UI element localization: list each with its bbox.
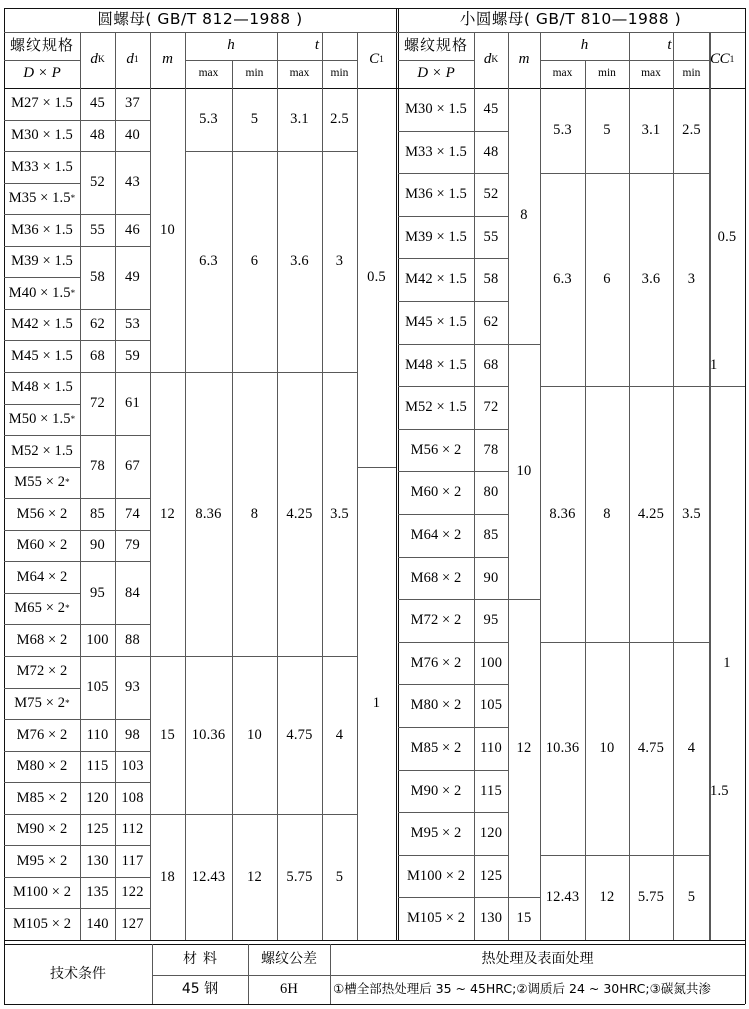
right-header-h-max: max (552, 67, 573, 80)
left-row-dk: 115 (86, 758, 109, 775)
left-header-spec-bottom: D × P (23, 65, 61, 82)
right-t-max-value: 3.6 (641, 271, 661, 288)
right-header-dk: d K (483, 51, 499, 68)
left-row-spec: M30 × 1.5 (11, 126, 73, 143)
left-row-spec: M39 × 1.5 (11, 253, 73, 270)
right-row-spec: M85 × 2 (410, 739, 462, 756)
left-row-dk: 110 (86, 726, 109, 743)
right-header-t-max: max (641, 67, 661, 80)
left-row-spec: M33 × 1.5 (11, 158, 73, 175)
right-row-spec: M60 × 2 (410, 484, 462, 501)
left-c1-value: 0.5 (367, 268, 386, 285)
left-m-value: 18 (160, 868, 175, 885)
right-row-dk: 105 (479, 697, 503, 714)
left-t-min-value: 2.5 (330, 111, 349, 128)
right-header-t-min: min (682, 67, 701, 80)
left-t-max-value: 5.75 (286, 868, 313, 885)
left-row-d1: 112 (121, 821, 144, 838)
left-row-d1: 117 (121, 852, 144, 869)
right-row-dk: 100 (479, 654, 503, 671)
right-header-c: C (710, 51, 721, 68)
left-row-dk: 125 (86, 821, 109, 838)
left-h-max-value: 6.3 (199, 253, 218, 270)
left-row-spec: M52 × 1.5 (11, 442, 73, 459)
left-row-d1: 53 (125, 316, 140, 333)
left-header-c1: C 1 (369, 51, 384, 68)
right-c1-value: 0.5 (717, 228, 737, 245)
table-rule (396, 940, 745, 941)
left-row-dk: 72 (90, 395, 105, 412)
left-row-d1: 40 (125, 126, 140, 143)
right-row-spec: M90 × 2 (410, 782, 462, 799)
right-header-m: m (518, 51, 530, 68)
right-header-h-min: min (598, 67, 616, 80)
left-row-spec: M50 × 1.5 * (8, 410, 76, 427)
left-row-spec: M36 × 1.5 (11, 221, 73, 238)
right-row-dk: 58 (483, 271, 499, 288)
right-row-dk: 130 (479, 910, 503, 927)
right-row-dk: 45 (483, 100, 499, 117)
right-row-dk: 48 (483, 143, 499, 160)
left-row-spec: M85 × 2 (16, 789, 68, 806)
left-row-d1: 59 (125, 347, 140, 364)
right-header-h: h (580, 37, 589, 54)
left-row-spec: M45 × 1.5 (11, 347, 73, 364)
left-row-dk: 120 (86, 789, 109, 806)
right-row-dk: 125 (479, 867, 503, 884)
left-row-spec: M68 × 2 (16, 631, 68, 648)
left-row-d1: 127 (121, 915, 144, 932)
right-row-spec: M80 × 2 (410, 697, 462, 714)
right-row-dk: 85 (483, 526, 499, 543)
left-header-m: m (162, 51, 173, 68)
right-row-dk: 68 (483, 356, 499, 373)
left-h-min-value: 10 (247, 726, 262, 743)
right-row-spec: M95 × 2 (410, 825, 462, 842)
right-header-t: t (667, 37, 672, 54)
right-m-value: 15 (516, 910, 532, 927)
left-row-spec: M35 × 1.5 * (8, 190, 76, 207)
right-c1-value: 1 (723, 654, 731, 671)
left-row-d1: 103 (121, 758, 144, 775)
left-row-dk: 48 (90, 126, 105, 143)
left-row-spec: M42 × 1.5 (11, 316, 73, 333)
left-t-max-value: 4.25 (286, 505, 313, 522)
right-h-max-value: 6.3 (553, 271, 572, 288)
left-h-min-value: 12 (247, 868, 262, 885)
right-h-min-value: 6 (603, 271, 611, 288)
left-t-max-value: 3.1 (290, 111, 309, 128)
footer-tolerance-header: 螺纹公差 (261, 951, 317, 968)
left-t-min-value: 5 (335, 868, 344, 885)
footer-treatment-header: 热处理及表面处理 (481, 951, 594, 968)
right-h-max-value: 12.43 (545, 889, 580, 906)
right-t-min-value: 3.5 (682, 505, 701, 522)
right-t-min-value: 3 (687, 271, 696, 288)
left-row-spec: M80 × 2 (16, 758, 68, 775)
footer-treatment-value: ①槽全部热处理后 35 ~ 45HRC;②调质后 24 ~ 30HRC;③碳氮共渗 (333, 981, 711, 997)
right-t-max-value: 4.75 (637, 739, 665, 756)
right-row-spec: M33 × 1.5 (405, 143, 467, 160)
left-table-title: 圆螺母( GB/T 812—1988 ) (97, 10, 303, 29)
right-row-spec: M30 × 1.5 (405, 100, 467, 117)
left-row-spec: M55 × 2 * (14, 474, 70, 491)
right-h-max-value: 5.3 (553, 122, 572, 139)
right-row-dk: 120 (479, 825, 503, 842)
left-t-min-value: 3 (335, 253, 344, 270)
left-row-d1: 88 (125, 631, 140, 648)
left-row-dk: 62 (90, 316, 105, 333)
right-row-spec: M36 × 1.5 (405, 186, 467, 203)
left-header-h: h (227, 37, 235, 54)
left-h-max-value: 5.3 (199, 111, 218, 128)
left-row-dk: 135 (86, 884, 109, 901)
left-h-min-value: 8 (250, 505, 259, 522)
left-row-d1: 74 (125, 505, 140, 522)
left-row-spec: M90 × 2 (16, 821, 68, 838)
left-row-spec: M64 × 2 (16, 568, 68, 585)
right-row-dk: 78 (483, 441, 499, 458)
left-row-dk: 105 (86, 679, 109, 696)
right-row-dk: 72 (483, 399, 499, 416)
left-row-spec: M27 × 1.5 (11, 95, 73, 112)
right-t-max-value: 3.1 (641, 122, 661, 139)
left-m-value: 10 (160, 221, 175, 238)
right-t-min-value: 5 (687, 889, 696, 906)
left-row-d1: 98 (125, 726, 140, 743)
right-header-c1: C 1 (719, 51, 735, 68)
left-row-d1: 49 (125, 268, 140, 285)
left-row-dk: 100 (86, 631, 109, 648)
left-m-value: 12 (160, 505, 175, 522)
left-t-min-value: 4 (335, 726, 344, 743)
left-row-d1: 79 (125, 537, 140, 554)
right-header-spec-top: 螺纹规格 (403, 36, 468, 55)
left-row-spec: M72 × 2 (16, 663, 68, 680)
right-c-value: 1 (710, 356, 718, 373)
left-row-d1: 93 (125, 679, 140, 696)
left-header-t-min: min (330, 67, 349, 80)
right-table-title: 小圆螺母( GB/T 810—1988 ) (459, 10, 682, 29)
right-m-value: 12 (516, 739, 532, 756)
right-h-min-value: 5 (603, 122, 611, 139)
right-t-max-value: 5.75 (637, 889, 665, 906)
right-row-spec: M56 × 2 (410, 441, 462, 458)
left-h-min-value: 6 (250, 253, 259, 270)
left-row-spec: M76 × 2 (16, 726, 68, 743)
table-rule (745, 8, 746, 1004)
right-m-value: 10 (516, 463, 532, 480)
left-header-spec-top: 螺纹规格 (9, 36, 74, 55)
left-header-h-min: min (245, 67, 264, 80)
left-row-spec: M56 × 2 (16, 505, 68, 522)
right-row-dk: 90 (483, 569, 499, 586)
right-row-spec: M48 × 1.5 (405, 356, 467, 373)
left-t-max-value: 4.75 (286, 726, 313, 743)
left-m-value: 15 (160, 726, 175, 743)
right-row-spec: M45 × 1.5 (405, 313, 467, 330)
right-t-min-value: 4 (687, 739, 696, 756)
left-row-dk: 140 (86, 915, 109, 932)
footer-material-value: 45 钢 (181, 981, 219, 998)
left-header-h-max: max (198, 67, 219, 80)
right-h-max-value: 8.36 (549, 505, 576, 522)
left-header-dk: d K (90, 51, 105, 68)
right-m-value: 8 (520, 207, 528, 224)
left-row-dk: 130 (86, 852, 109, 869)
left-row-dk: 58 (90, 268, 105, 285)
left-t-max-value: 3.6 (290, 253, 309, 270)
right-row-dk: 52 (483, 186, 499, 203)
left-h-min-value: 5 (250, 111, 259, 128)
right-row-dk: 55 (483, 228, 499, 245)
right-h-max-value: 10.36 (545, 739, 580, 756)
left-row-d1: 84 (125, 584, 140, 601)
left-header-d1: d 1 (126, 51, 139, 68)
left-row-spec: M40 × 1.5 * (8, 284, 76, 301)
footer-tolerance-value: 6H (279, 981, 299, 998)
left-row-spec: M65 × 2 * (14, 600, 70, 617)
right-row-spec: M68 × 2 (410, 569, 462, 586)
right-h-min-value: 10 (599, 739, 615, 756)
right-row-spec: M76 × 2 (410, 654, 462, 671)
right-h-min-value: 8 (603, 505, 611, 522)
right-row-dk: 80 (483, 484, 499, 501)
left-row-spec: M60 × 2 (16, 537, 68, 554)
right-header-spec-bottom: D × P (417, 65, 455, 82)
right-row-spec: M42 × 1.5 (405, 271, 467, 288)
left-row-spec: M105 × 2 (12, 915, 72, 932)
table-rule (396, 8, 397, 940)
right-row-dk: 95 (483, 612, 499, 629)
right-row-spec: M39 × 1.5 (405, 228, 467, 245)
left-row-dk: 78 (90, 458, 105, 475)
footer-label: 技术条件 (50, 965, 106, 982)
left-t-min-value: 3.5 (330, 505, 349, 522)
right-row-dk: 62 (483, 313, 499, 330)
left-row-spec: M100 × 2 (12, 884, 72, 901)
left-row-dk: 45 (90, 95, 105, 112)
left-row-dk: 95 (90, 584, 105, 601)
right-t-max-value: 4.25 (637, 505, 665, 522)
right-t-min-value: 2.5 (682, 122, 701, 139)
left-header-t-max: max (289, 67, 310, 80)
table-rule (4, 940, 396, 941)
left-row-dk: 85 (90, 505, 105, 522)
left-row-dk: 55 (90, 221, 105, 238)
table-rule (4, 1004, 745, 1005)
right-row-spec: M100 × 2 (406, 867, 466, 884)
left-h-max-value: 12.43 (191, 868, 226, 885)
left-row-d1: 61 (125, 395, 140, 412)
left-row-d1: 122 (121, 884, 144, 901)
right-row-dk: 110 (480, 739, 502, 756)
right-c-value: 1.5 (710, 782, 729, 799)
left-row-spec: M75 × 2 * (14, 694, 70, 711)
left-c1-value: 1 (372, 694, 381, 711)
left-header-t: t (314, 37, 320, 54)
right-h-min-value: 12 (599, 889, 615, 906)
left-h-max-value: 10.36 (191, 726, 226, 743)
right-row-spec: M105 × 2 (406, 910, 466, 927)
footer-material-header: 材 料 (183, 951, 217, 968)
left-row-spec: M95 × 2 (16, 852, 68, 869)
left-row-dk: 52 (90, 174, 105, 191)
left-row-dk: 68 (90, 347, 105, 364)
left-h-max-value: 8.36 (195, 505, 222, 522)
left-row-d1: 67 (125, 458, 140, 475)
right-row-spec: M52 × 1.5 (405, 399, 467, 416)
left-row-d1: 37 (125, 95, 140, 112)
left-row-d1: 46 (125, 221, 140, 238)
left-row-spec: M48 × 1.5 (11, 379, 73, 396)
left-row-d1: 43 (125, 174, 140, 191)
right-row-dk: 115 (480, 782, 502, 799)
left-row-dk: 90 (90, 537, 105, 554)
right-row-spec: M64 × 2 (410, 526, 462, 543)
right-row-spec: M72 × 2 (410, 612, 462, 629)
left-row-d1: 108 (121, 789, 144, 806)
